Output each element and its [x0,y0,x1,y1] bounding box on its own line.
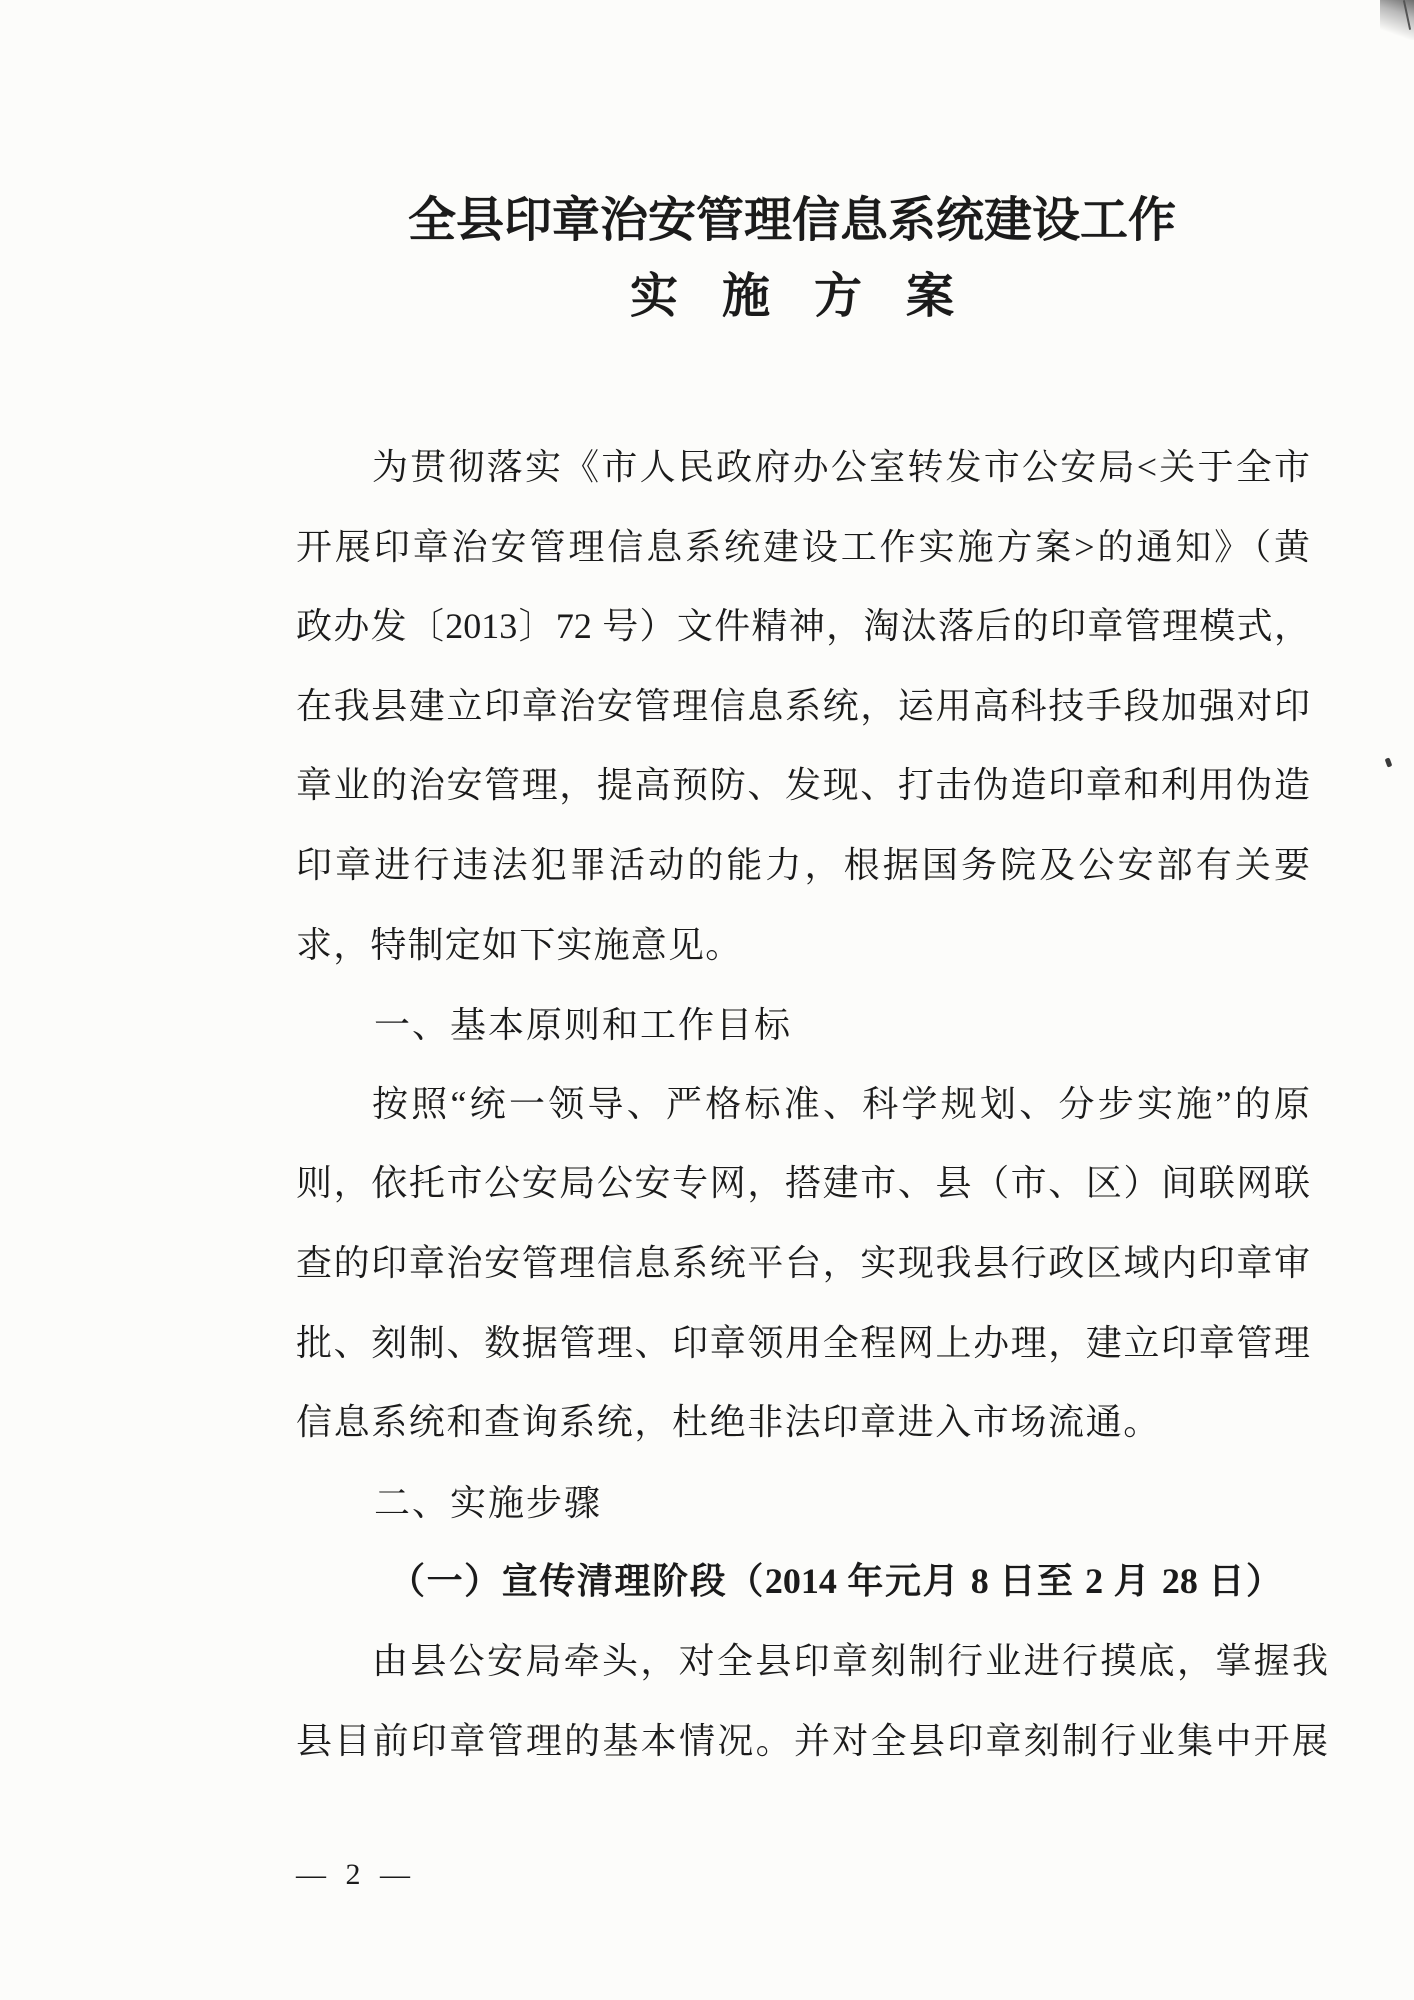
intro-line: 在我县建立印章治安管理信息系统，运用高科技手段加强对印 [296,685,1310,726]
subsection-1-line: 由县公安局牵头，对全县印章刻制行业进行摸底，掌握我 [372,1640,1328,1681]
title-line-1: 全县印章治安管理信息系统建设工作 [407,194,1176,247]
section-1-heading: 一、基本原则和工作目标 [374,1004,793,1046]
section-1-line: 查的印章治安管理信息系统平台，实现我县行政区域内印章审 [296,1242,1310,1283]
intro-line: 章业的治安管理，提高预防、发现、打击伪造印章和利用伪造 [296,765,1310,806]
document-title [296,183,1288,335]
section-1-line: 信息系统和查询系统，杜绝非法印章进入市场流通。 [296,1402,1161,1443]
section-1-line: 批、刻制、数据管理、印章领用全程网上办理，建立印章管理 [296,1322,1310,1363]
section-1-line: 则，依托市公安局公安专网，搭建市、县（市、区）间联网联 [296,1163,1310,1204]
section-1-line: 按照“统一领导、严格标准、科学规划、分步实施”的原 [372,1083,1310,1124]
intro-line: 为贯彻落实《市人民政府办公室转发市公安局<关于全市 [372,447,1310,487]
title-line-2: 实 施 方 案 [629,270,970,323]
page-number: — 2 — [296,1858,416,1891]
scan-speck [1385,757,1393,767]
intro-line: 印章进行违法犯罪活动的能力，根据国务院及公安部有关要 [296,844,1310,885]
subsection-1-line: 县目前印章管理的基本情况。并对全县印章刻制行业集中开展 [296,1720,1328,1761]
intro-line: 求，特制定如下实施意见。 [296,924,743,965]
section-2-heading: 二、实施步骤 [374,1481,603,1523]
intro-line: 开展印章治安管理信息系统建设工作实施方案>的通知》（黄 [296,526,1310,567]
document-body [296,428,1330,1781]
subsection-1-heading: （一）宣传清理阶段（2014 年元月 8 日至 2 月 28 日） [389,1561,1282,1602]
intro-line: 政办发〔2013〕72 号）文件精神，淘汰落后的印章管理模式， [296,606,1310,647]
